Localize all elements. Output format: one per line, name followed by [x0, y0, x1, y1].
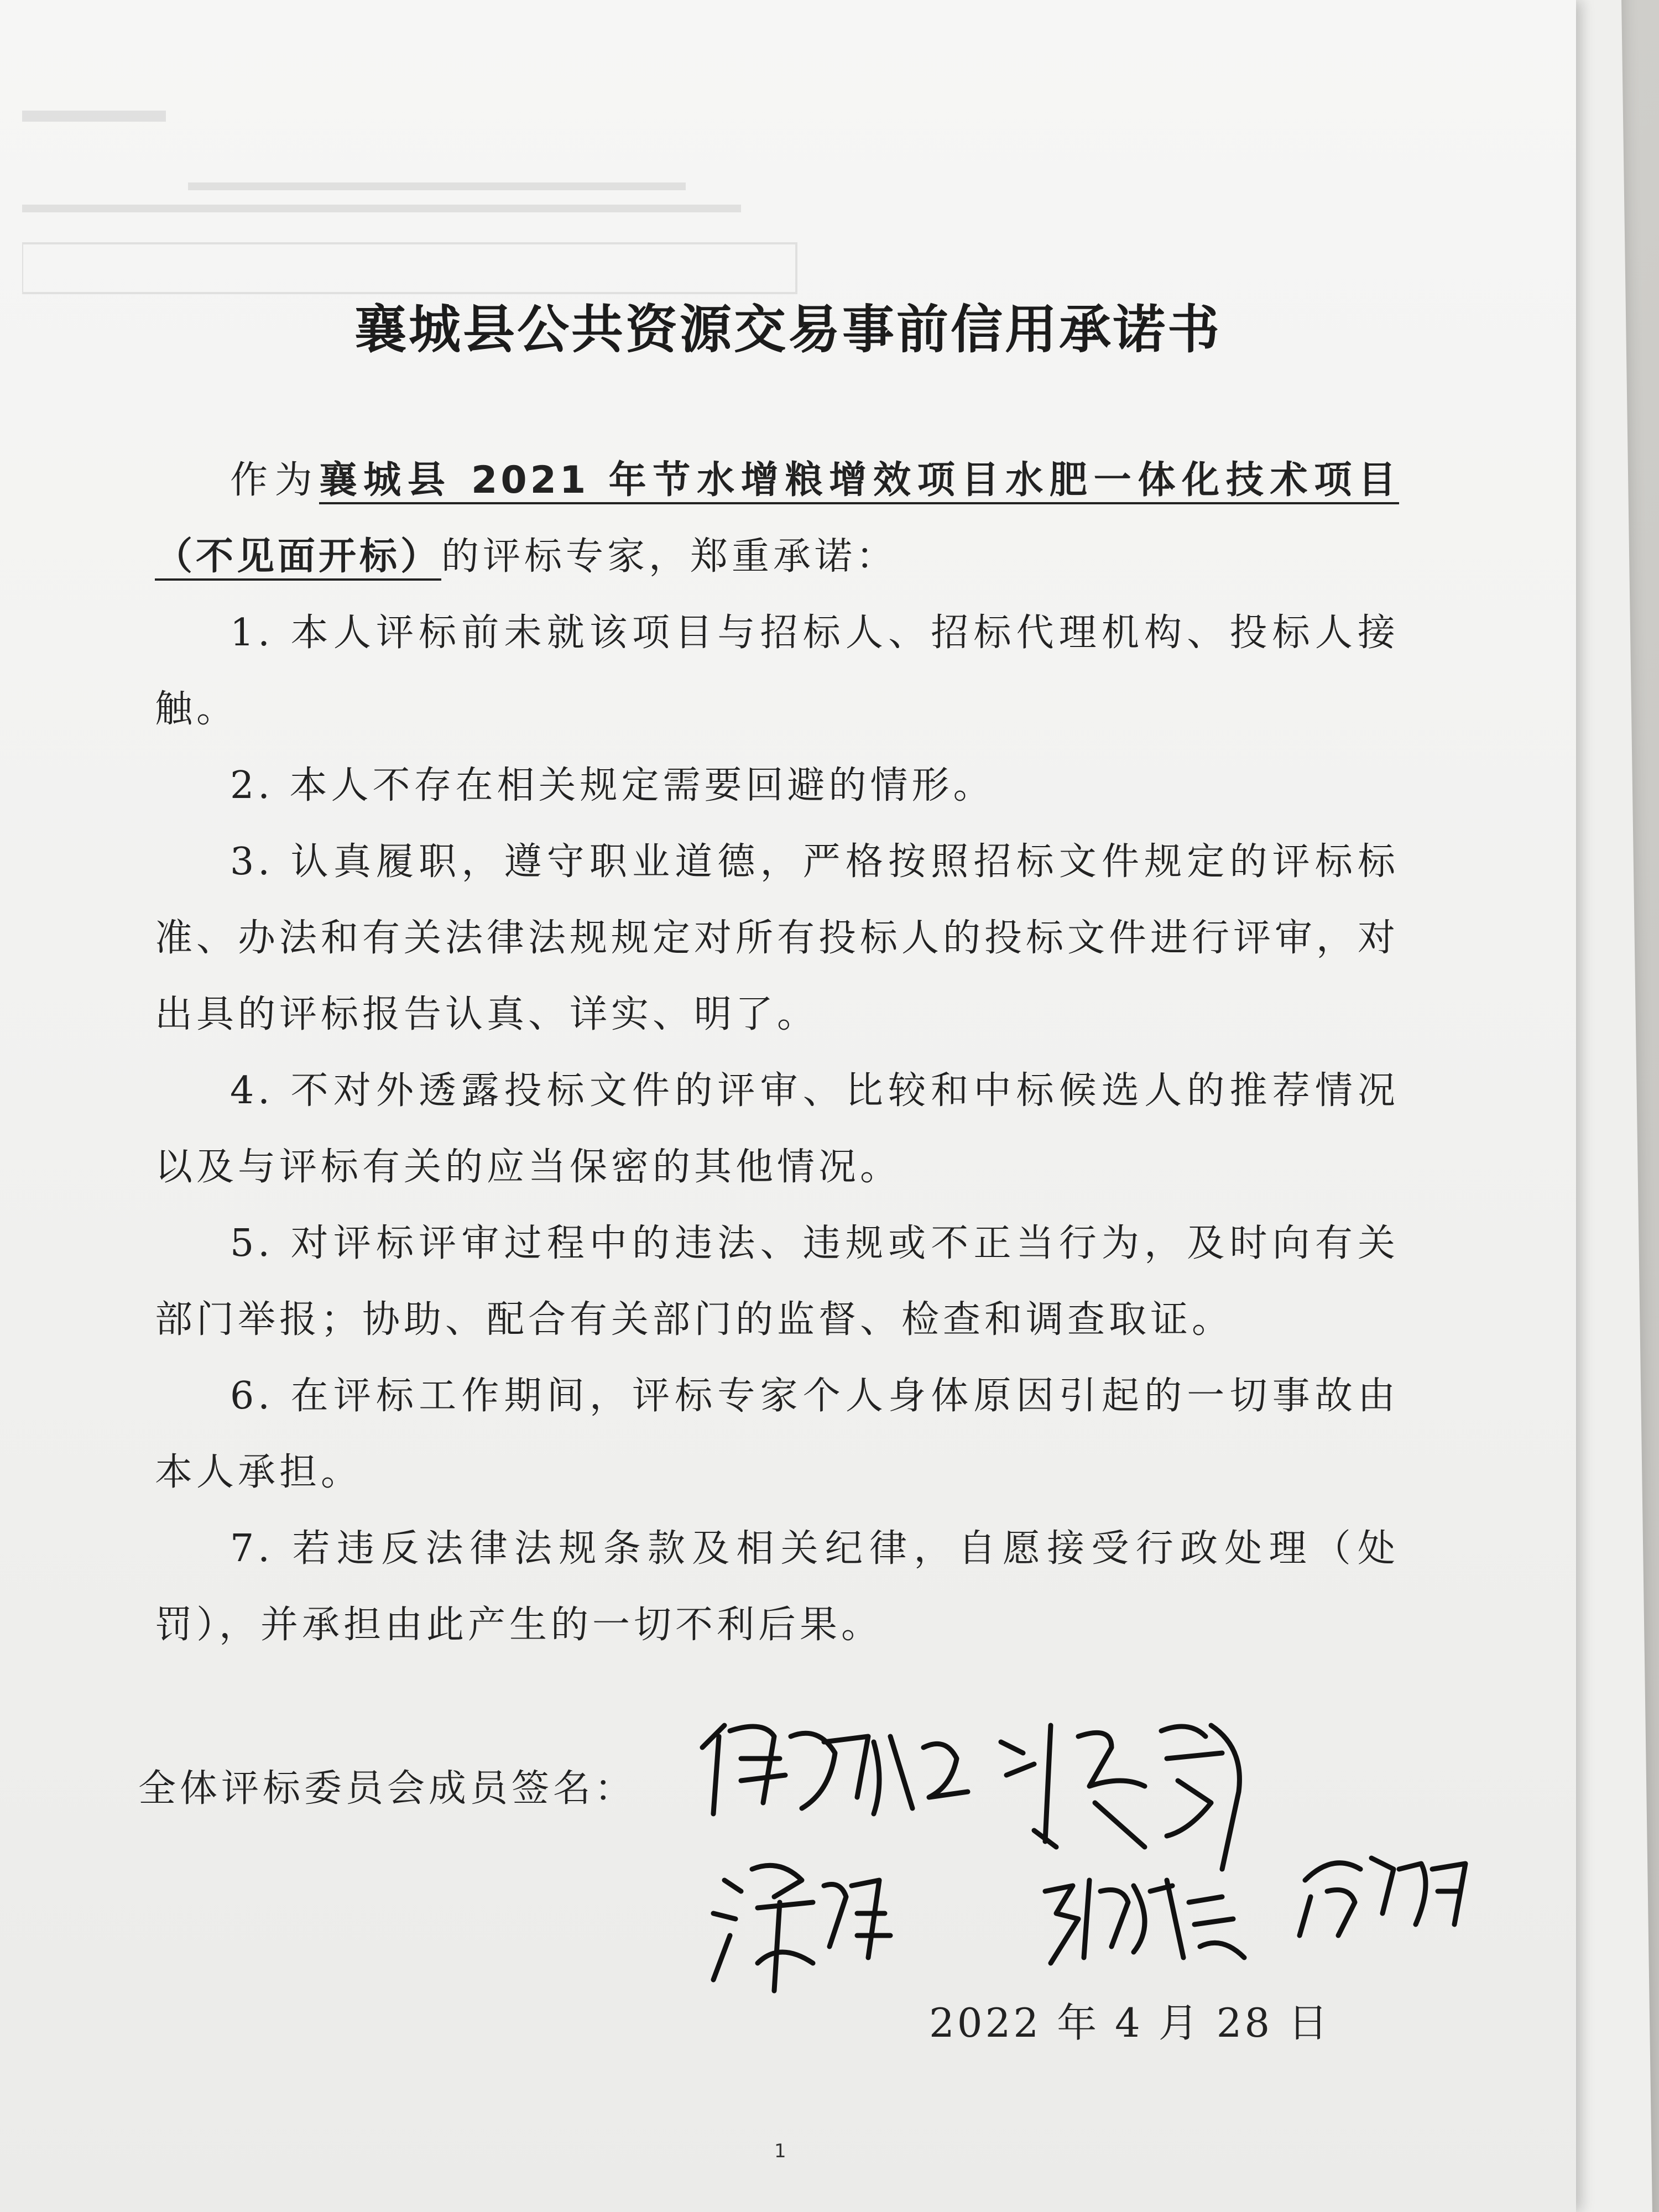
- commitment-item-5: 5. 对评标评审过程中的违法、违规或不正当行为，及时向有关部门举报；协助、配合有关部门的监督、检查和调查取证。: [155, 1222, 1399, 1342]
- signature-4: [713, 1865, 890, 1991]
- commitment-item-2: 2. 本人不存在相关规定需要回避的情形。: [230, 764, 995, 807]
- document-date: 2022 年 4 月 28 日: [929, 2000, 1331, 2046]
- commitment-item-6: 6. 在评标工作期间，评标专家个人身体原因引起的一切事故由本人承担。: [155, 1374, 1399, 1494]
- intro-prefix: 作为: [230, 458, 320, 502]
- document-body: [155, 442, 1399, 1663]
- project-name-line1: 襄城县 2021 年节水增粮增效项目水肥一体化技术项目: [319, 458, 1399, 504]
- committee-signatures: [691, 1703, 1521, 2013]
- signature-5: [1045, 1880, 1244, 1963]
- commitment-item-4: 4. 不对外透露投标文件的评审、比较和中标候选人的推荐情况以及与评标有关的应当保密的其他情况。: [155, 1069, 1399, 1189]
- project-name-line2: （不见面开标）: [155, 535, 441, 581]
- intro-paragraph: [155, 442, 1399, 595]
- signature-3: [1300, 1858, 1465, 1936]
- commitment-item-7: 7. 若违反法律法规条款及相关纪律，自愿接受行政处理（处罚），并承担由此产生的一切不利后果。: [155, 1527, 1399, 1647]
- signature-2: [1001, 1725, 1239, 1869]
- document-title: 襄城县公共资源交易事前信用承诺书: [354, 300, 1222, 360]
- commitment-item-3: 3. 认真履职，遵守职业道德，严格按照招标文件规定的评标标准、办法和有关法律法规规定对所有投标人的投标文件进行评审，对出具的评标报告认真、详实、明了。: [155, 840, 1400, 1036]
- commitment-item-1: 1. 本人评标前未就该项目与招标人、招标代理机构、投标人接触。: [155, 611, 1399, 731]
- intro-suffix: 的评标专家，郑重承诺：: [441, 535, 898, 578]
- page-number: 1: [774, 2140, 786, 2162]
- signature-label: 全体评标委员会成员签名：: [138, 1767, 637, 1811]
- signature-1: [702, 1725, 968, 1814]
